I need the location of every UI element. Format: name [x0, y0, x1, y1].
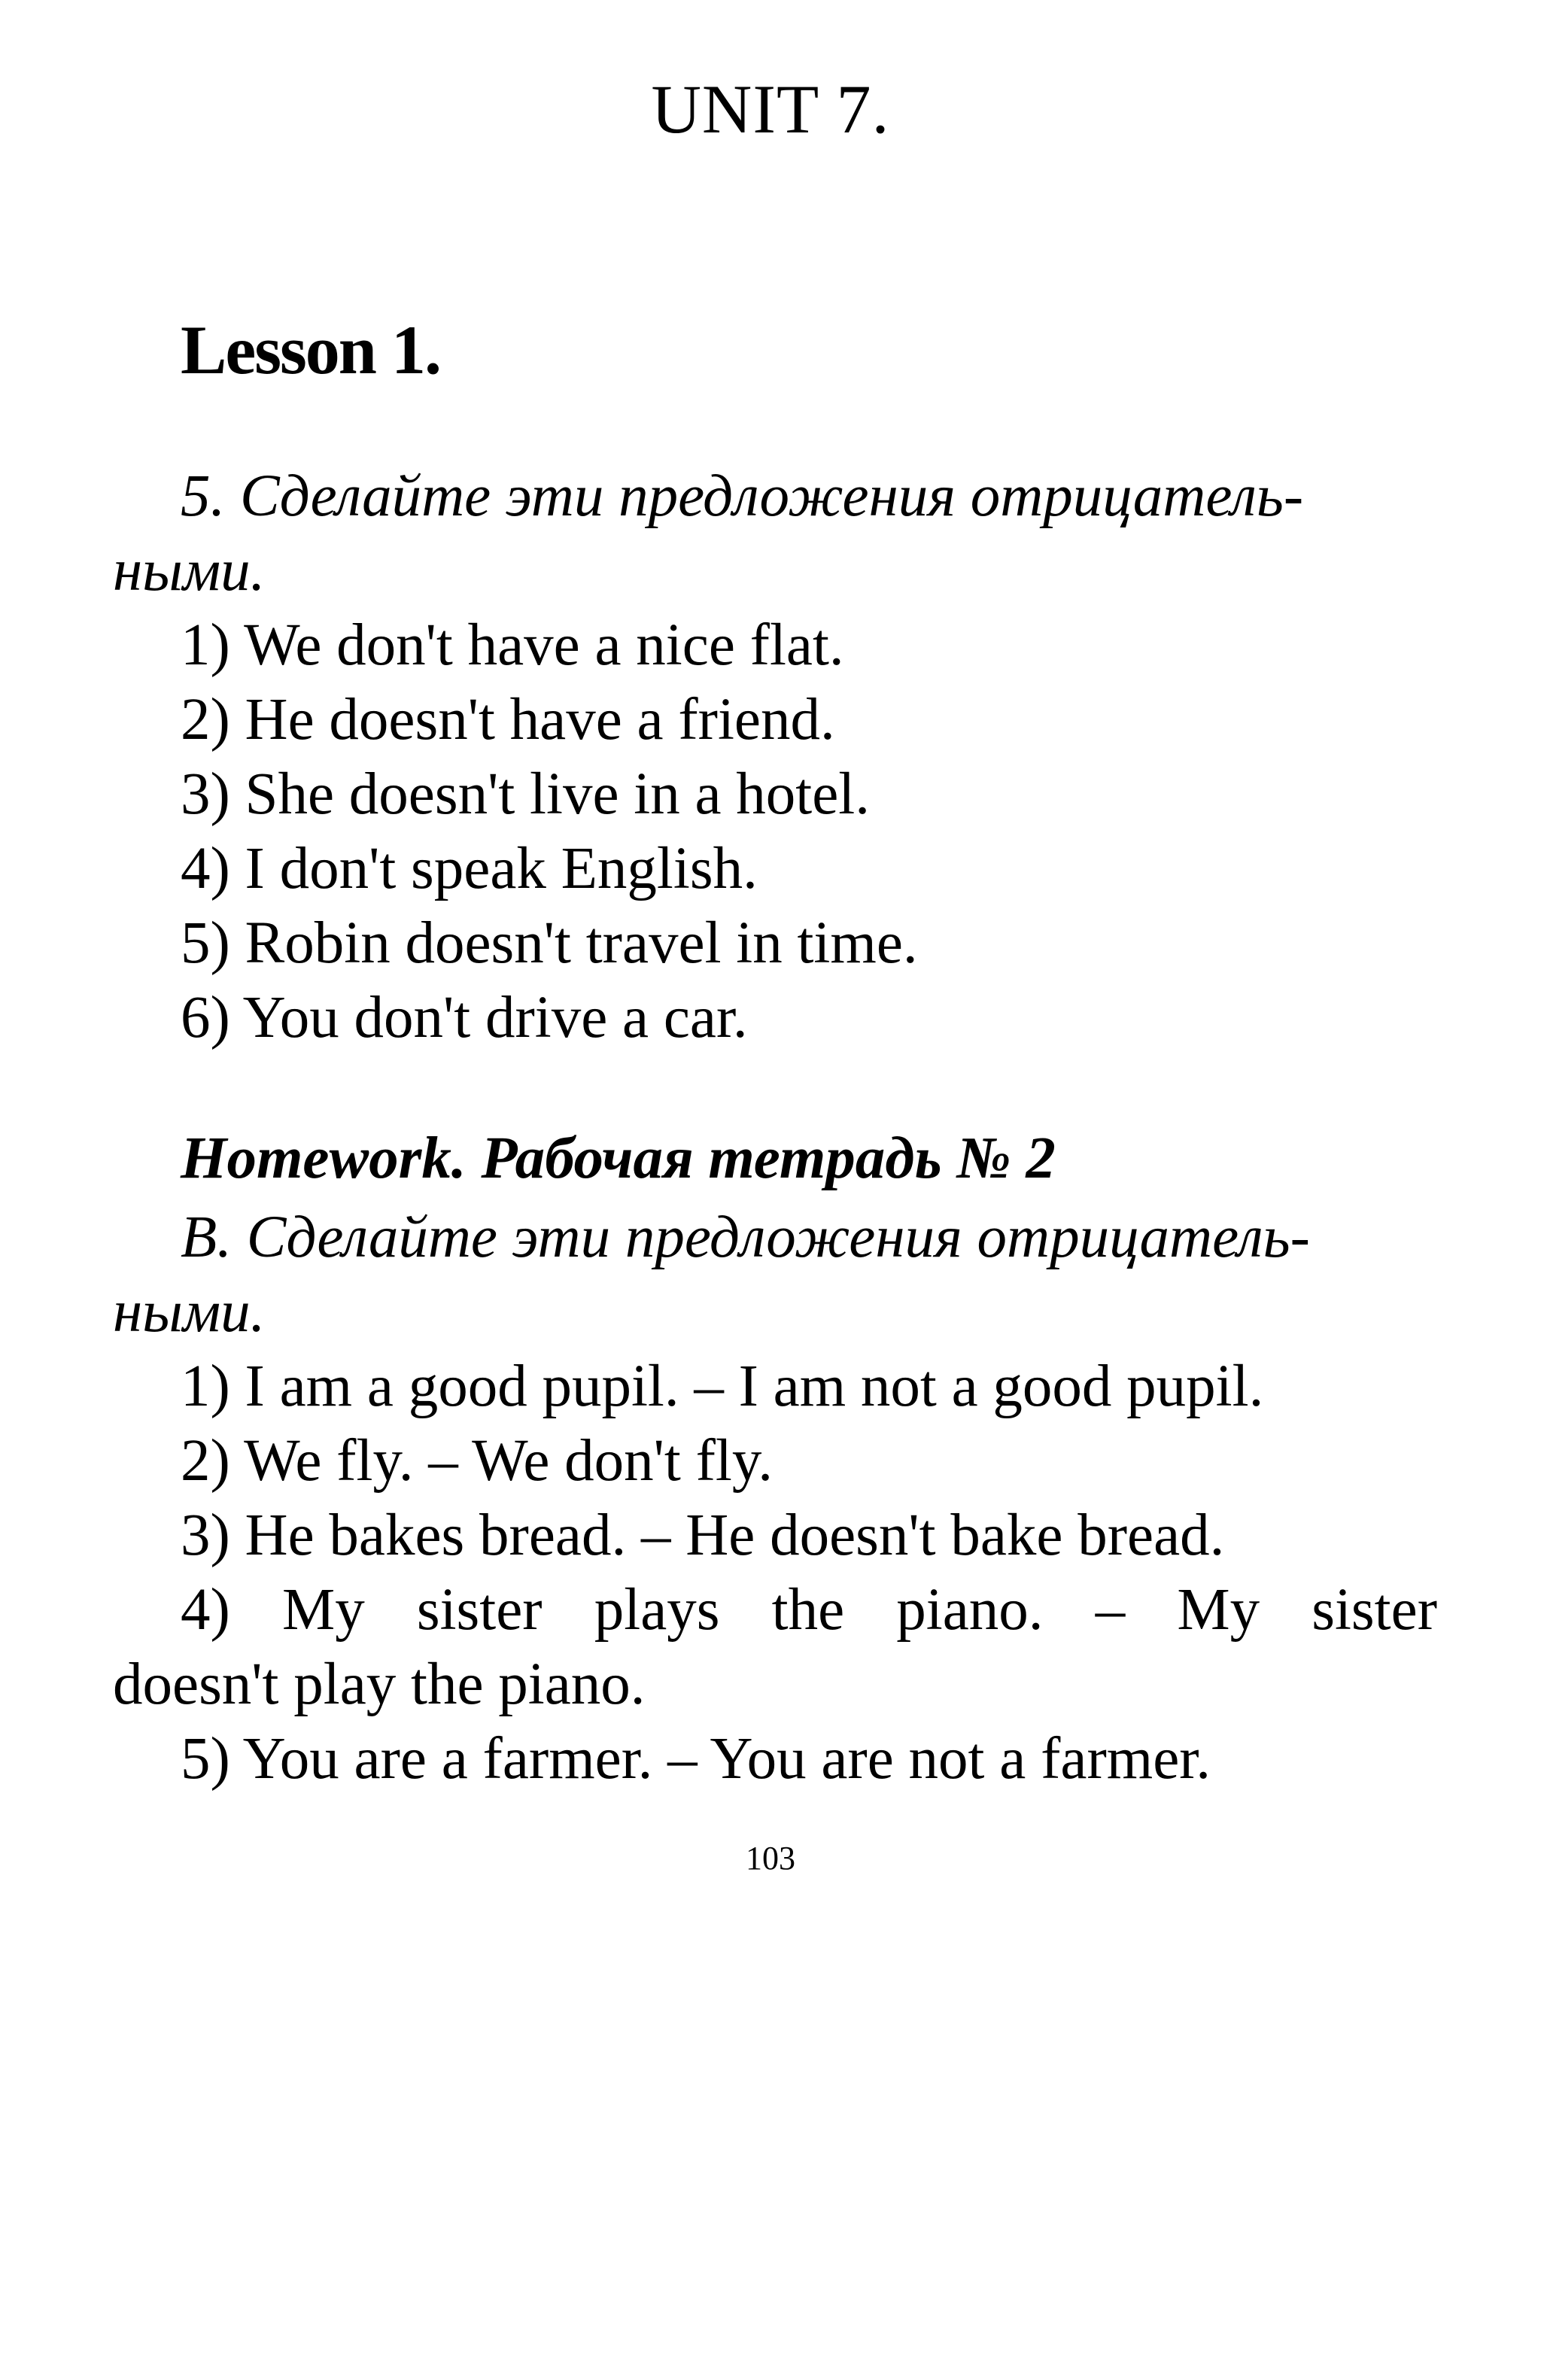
unit-title: UNIT 7. [651, 71, 890, 147]
exercise-5-instruction-line-2: ными. [113, 538, 266, 603]
homework-item-1: 1) I am a good pupil. – I am not a good pupil. [181, 1354, 1264, 1419]
exercise-5-item-3: 3) She doesn't live in a hotel. [181, 761, 870, 827]
homework-title: Homework. Рабочая тетрадь № 2 [181, 1126, 1056, 1191]
homework-item-2: 2) We fly. – We don't fly. [181, 1428, 773, 1494]
exercise-5-instruction-line-1: 5. Сделайте эти предложения отрицатель- [181, 464, 1304, 529]
homework-item-4: 4) My sister plays the piano. – My sister [181, 1577, 1437, 1643]
homework-item-3: 3) He bakes bread. – He doesn't bake bread. [181, 1503, 1225, 1568]
homework-item-4-continued: doesn't play the piano. [113, 1652, 646, 1717]
homework-exercise-b [113, 1200, 1437, 1796]
exercise-5-item-4: 4) I don't speak English. [181, 836, 758, 901]
exercise-5-item-1: 1) We don't have a nice flat. [181, 612, 844, 678]
exercise-5-item-5: 5) Robin doesn't travel in time. [181, 910, 918, 976]
lesson-title: Lesson 1. [181, 312, 440, 388]
exercise-5-item-6: 6) You don't drive a car. [181, 985, 748, 1050]
exercise-5 [113, 459, 1437, 1055]
homework-item-5: 5) You are a farmer. – You are not a farmer. [181, 1726, 1211, 1792]
page-number: 103 [746, 1840, 795, 1877]
homework-instruction-line-2: ными. [113, 1279, 266, 1345]
exercise-5-item-2: 2) He doesn't have a friend. [181, 687, 835, 752]
homework-instruction-line-1: B. Сделайте эти предложения отрицатель- [181, 1205, 1310, 1270]
